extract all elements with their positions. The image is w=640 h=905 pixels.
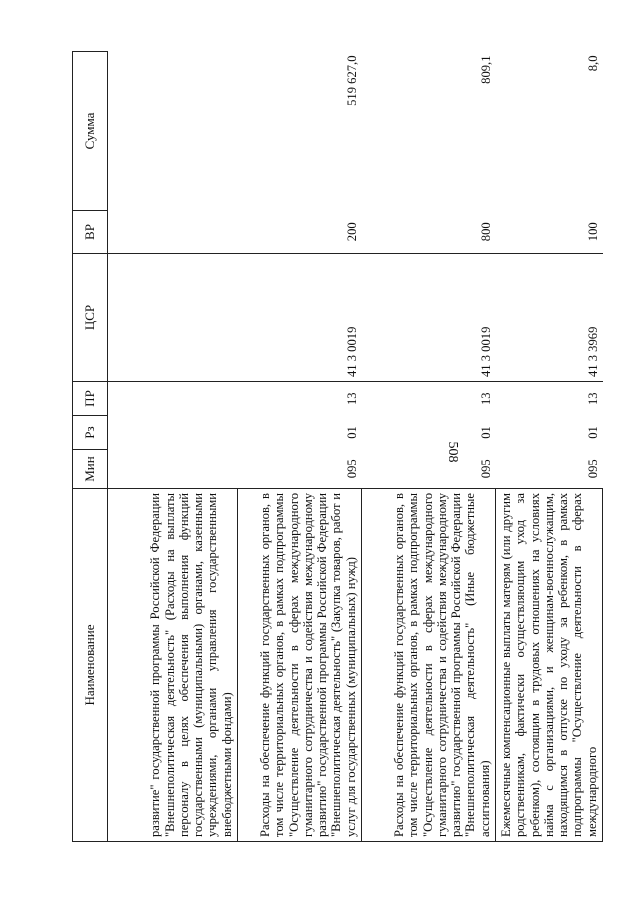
budget-table (72, 51, 603, 842)
header-min: Мин (73, 450, 108, 489)
row-name: Расходы на обеспечение функций государственных органов, в том числе территориальных органов, в рамках подпрограммы "Осуществление деятельности в сферах международного гуманитарного сотрудничества и содействия международному развитию" государственной программы Российской Федерации "Внешнеполитическая деятельность" (Иные бюджетные ассигнования) (362, 489, 496, 842)
rotated-page-content (72, 52, 600, 842)
row-rz (108, 416, 238, 450)
row-min: 095 (344, 459, 359, 479)
row-name: развитие" государственной программы Российской Федерации "Внешнеполитическая деятельность" (Расходы на выплаты персоналу в целях обеспечения выполнения функций государственными (муниципальными) органами, казенными учреждениями, органами управления государственными внебюджетными фондами) (108, 489, 238, 842)
row-name: Расходы на обеспечение функций государственных органов, в том числе территориальных органов, в рамках подпрограммы "Осуществление деятельности в сферах международного гуманитарного сотрудничества и содействия международному развитию" государственной программы Российской Федерации "Внешнеполитическая деятельность" (Закупка товаров, работ и услуг для государственных (муниципальных) нужд) (238, 489, 362, 842)
row-vr: 800 (478, 222, 493, 242)
header-name: Наименование (73, 489, 108, 842)
row-pr (108, 382, 238, 416)
row-min (108, 450, 238, 489)
row-rz: 01 (478, 426, 493, 439)
table-row (362, 52, 496, 842)
table-row (238, 52, 362, 842)
row-name: Ежемесячные компенсационные выплаты матерям (или другим родственникам, фактически осуществляющим уход за ребенком), состоящим в трудовых отношениях на условиях найма с организациями, и женщинам-военнослужащим, находящимся в отпуске по уходу за ребенком, в рамках подпрограммы "Осуществление деятельности в сферах международного (496, 489, 603, 842)
header-vr: ВР (73, 211, 108, 254)
row-min: 095 (478, 459, 493, 479)
row-vr: 200 (344, 222, 359, 242)
row-csr (108, 254, 238, 382)
row-pr: 13 (585, 392, 600, 406)
header-rz: Рз (73, 416, 108, 450)
row-vr (108, 211, 238, 254)
header-sum: Сумма (73, 52, 108, 211)
row-vr: 100 (585, 222, 600, 242)
row-sum: 8,0 (585, 55, 600, 72)
row-rz: 01 (344, 426, 359, 439)
row-csr: 41 3 3969 (496, 254, 603, 382)
header-pr: ПР (73, 382, 108, 416)
row-rz: 01 (585, 426, 600, 439)
table-row (108, 52, 238, 842)
row-min: 095 (585, 459, 600, 479)
row-csr: 41 3 0019 (362, 254, 496, 382)
table-row (496, 52, 603, 842)
row-sum: 519 627,0 (344, 55, 359, 106)
row-pr: 13 (478, 392, 493, 406)
header-csr: ЦСР (73, 254, 108, 382)
row-csr: 41 3 0019 (238, 254, 362, 382)
row-sum: 809,1 (478, 55, 493, 84)
row-sum (108, 52, 238, 211)
table-header-row (73, 52, 108, 842)
row-pr: 13 (344, 392, 359, 406)
page-number: 508 (445, 441, 460, 463)
